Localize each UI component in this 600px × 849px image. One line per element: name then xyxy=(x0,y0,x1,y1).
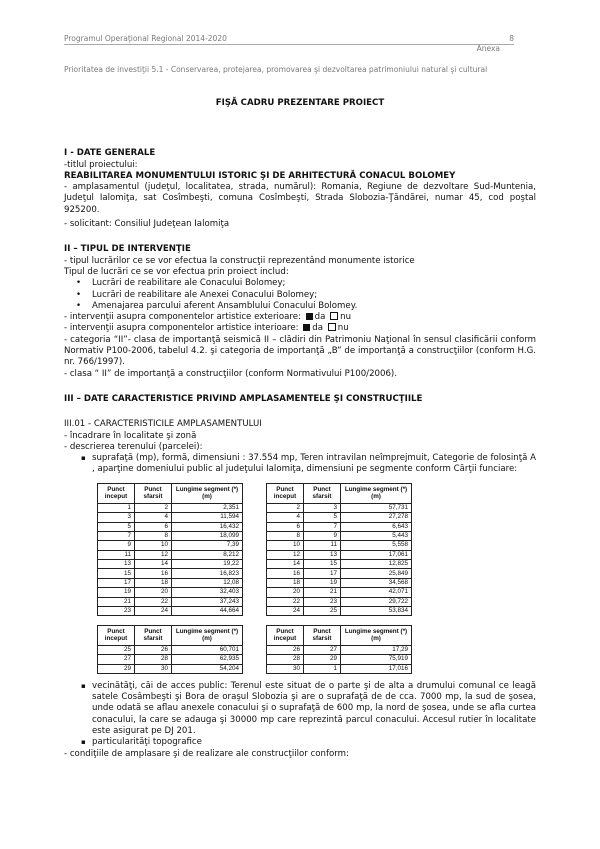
start-point-cell: 6 xyxy=(267,522,304,531)
end-point-cell: 6 xyxy=(135,522,172,531)
column-header: Lungime segment (*) (m) xyxy=(172,483,243,503)
start-point-cell: 27 xyxy=(98,655,135,664)
end-point-cell: 23 xyxy=(304,597,341,606)
table-row xyxy=(98,531,243,540)
segment-length-cell: 17,29 xyxy=(341,645,412,654)
segment-length-cell: 60,701 xyxy=(172,645,243,654)
segment-length-cell: 34,568 xyxy=(341,578,412,587)
start-point-cell: 17 xyxy=(98,578,135,587)
segment-length-cell: 7,39 xyxy=(172,541,243,550)
list-item: • Lucrări de reabilitare ale Anexei Conacului Bolomey; xyxy=(92,290,536,301)
works-type-line: - tipul lucrărilor ce se vor efectua la construcţii reprezentând monumente istorice xyxy=(64,255,415,266)
segment-length-cell: 53,834 xyxy=(341,607,412,616)
column-header: Punct sfarsit xyxy=(135,483,172,503)
table-row xyxy=(267,541,412,550)
start-point-cell: 21 xyxy=(98,597,135,606)
segment-length-cell: 54,204 xyxy=(172,664,243,673)
table-row xyxy=(267,578,412,587)
project-title: REABILITAREA MONUMENTULUI ISTORIC ŞI DE ARHITECTURĂ CONACUL BOLOMEY xyxy=(64,170,456,181)
table-row xyxy=(98,560,243,569)
segment-length-cell: 11,594 xyxy=(172,513,243,522)
segment-length-cell: 29,722 xyxy=(341,597,412,606)
end-point-cell: 12 xyxy=(135,550,172,559)
start-point-cell: 20 xyxy=(267,588,304,597)
table-row xyxy=(267,550,412,559)
start-point-cell: 4 xyxy=(267,513,304,522)
page-number: 8 xyxy=(509,34,514,43)
section-1-heading: I - DATE GENERALE xyxy=(64,148,156,159)
table-row xyxy=(98,664,243,673)
segment-length-cell: 57,731 xyxy=(341,503,412,512)
annex-label: Anexa xyxy=(476,44,500,53)
end-point-cell: 29 xyxy=(304,655,341,664)
exterior-interventions: - intervenţii asupra componentelor artistice exterioare: da nu xyxy=(64,312,352,323)
priority-line: Prioritatea de investiţii 5.1 - Conservarea, protejarea, promovarea şi dezvoltarea patrimoniului natural şi cultural xyxy=(64,65,488,74)
section-3-heading: III – DATE CARACTERISTICE PRIVIND AMPLASAMENTELE ŞI CONSTRUCŢIILE xyxy=(64,393,423,404)
table-row xyxy=(98,597,243,606)
column-header: Punct sfarsit xyxy=(135,625,172,645)
end-point-cell: 15 xyxy=(304,560,341,569)
zone-line: - încadrare în localitate şi zonă xyxy=(64,430,197,441)
segment-length-cell: 12,08 xyxy=(172,578,243,587)
end-point-cell: 8 xyxy=(135,531,172,540)
table-row xyxy=(98,513,243,522)
start-point-cell: 19 xyxy=(98,588,135,597)
end-point-cell: 20 xyxy=(135,588,172,597)
segment-length-cell: 5,558 xyxy=(341,541,412,550)
start-point-cell: 30 xyxy=(267,664,304,673)
segment-length-cell: 17,061 xyxy=(341,550,412,559)
table-row xyxy=(98,569,243,578)
start-point-cell: 22 xyxy=(267,597,304,606)
end-point-cell: 18 xyxy=(135,578,172,587)
conditions-text: - condiţiile de amplasare şi de realizare ale construcţiilor conform: xyxy=(64,748,349,759)
end-point-cell: 21 xyxy=(304,588,341,597)
table-row xyxy=(98,655,243,664)
table-row xyxy=(98,550,243,559)
end-point-cell: 19 xyxy=(304,578,341,587)
segment-length-cell: 75,919 xyxy=(341,655,412,664)
table-row xyxy=(267,560,412,569)
segments-table-bottom-right xyxy=(266,625,412,674)
start-point-cell: 12 xyxy=(267,550,304,559)
table-row xyxy=(267,645,412,654)
end-point-cell: 5 xyxy=(304,513,341,522)
start-point-cell: 18 xyxy=(267,578,304,587)
end-point-cell: 7 xyxy=(304,522,341,531)
table-row xyxy=(98,541,243,550)
list-item: • Amenajarea parcului aferent Ansamblului Conacului Bolomey. xyxy=(92,301,536,312)
end-point-cell: 4 xyxy=(135,513,172,522)
end-point-cell: 13 xyxy=(304,550,341,559)
column-header: Punct inceput xyxy=(267,625,304,645)
segment-length-cell: 42,071 xyxy=(341,588,412,597)
end-point-cell: 3 xyxy=(304,503,341,512)
start-point-cell: 15 xyxy=(98,569,135,578)
section-2-heading: II – TIPUL DE INTERVENŢIE xyxy=(64,244,191,255)
end-point-cell: 24 xyxy=(135,607,172,616)
end-point-cell: 17 xyxy=(304,569,341,578)
table-row xyxy=(267,513,412,522)
table-row xyxy=(98,522,243,531)
segments-table-top-left xyxy=(97,483,243,617)
works-include-line: Tipul de lucrări ce se vor efectua prin proiect includ: xyxy=(64,266,289,277)
start-point-cell: 13 xyxy=(98,560,135,569)
table-row xyxy=(98,607,243,616)
table-row xyxy=(267,569,412,578)
table-row xyxy=(98,578,243,587)
end-point-cell: 2 xyxy=(135,503,172,512)
column-header: Punct inceput xyxy=(98,625,135,645)
applicant-text: - solicitant: Consiliul Judeţean Ialomiţa xyxy=(64,219,230,230)
start-point-cell: 8 xyxy=(267,531,304,540)
segment-length-cell: 8,212 xyxy=(172,550,243,559)
table-row xyxy=(267,597,412,606)
location-text: - amplasamentul (judeţul, localitatea, strada, numărul): Romania, Regiune de dezvoltare Sud-Muntenia, Judeţul Ialomiţa, sat Cosîmbeşti, comuna Cosîmbeşti, Strada Slobozia-Ţăndărei, numar 45, cod poştal 925200. xyxy=(64,182,536,215)
works-list xyxy=(64,278,536,312)
checked-box-icon xyxy=(306,313,313,320)
document-body xyxy=(64,98,536,760)
start-point-cell: 23 xyxy=(98,607,135,616)
table-row xyxy=(98,588,243,597)
table-row xyxy=(98,503,243,512)
table-row xyxy=(267,664,412,673)
empty-box-icon xyxy=(330,312,338,320)
document-title: FIŞĂ CADRU PREZENTARE PROIECT xyxy=(215,98,385,108)
start-point-cell: 11 xyxy=(98,550,135,559)
end-point-cell: 10 xyxy=(135,541,172,550)
start-point-cell: 28 xyxy=(267,655,304,664)
start-point-cell: 1 xyxy=(98,503,135,512)
start-point-cell: 3 xyxy=(98,513,135,522)
start-point-cell: 2 xyxy=(267,503,304,512)
start-point-cell: 9 xyxy=(98,541,135,550)
segment-length-cell: 5,443 xyxy=(341,531,412,540)
column-header: Punct sfarsit xyxy=(304,483,341,503)
column-header: Lungime segment (*) (m) xyxy=(341,625,412,645)
segment-length-cell: 32,403 xyxy=(172,588,243,597)
end-point-cell: 9 xyxy=(304,531,341,540)
land-description-line: - descrierea terenului (parcelei): xyxy=(64,441,203,452)
segments-table-top-right xyxy=(266,483,412,617)
end-point-cell: 22 xyxy=(135,597,172,606)
list-item: • Lucrări de reabilitare ale Conacului Bolomey; xyxy=(92,278,536,289)
project-title-label: -titlul proiectului: xyxy=(64,159,138,170)
segments-tables xyxy=(64,479,536,675)
segment-length-cell: 2,351 xyxy=(172,503,243,512)
segment-length-cell: 25,849 xyxy=(341,569,412,578)
end-point-cell: 28 xyxy=(135,655,172,664)
segment-length-cell: 16,432 xyxy=(172,522,243,531)
segment-length-cell: 37,243 xyxy=(172,597,243,606)
segment-length-cell: 16,823 xyxy=(172,569,243,578)
end-point-cell: 27 xyxy=(304,645,341,654)
segment-length-cell: 6,643 xyxy=(341,522,412,531)
table-row xyxy=(267,607,412,616)
program-name: Programul Operaţional Regional 2014-2020 xyxy=(64,34,227,43)
column-header: Punct sfarsit xyxy=(304,625,341,645)
checked-box-icon xyxy=(303,324,310,331)
column-header: Punct inceput xyxy=(98,483,135,503)
start-point-cell: 24 xyxy=(267,607,304,616)
segment-length-cell: 19,22 xyxy=(172,560,243,569)
table-row xyxy=(267,655,412,664)
subsection-heading: III.01 - CARACTERISTICILE AMPLASAMENTULUI xyxy=(64,419,262,430)
start-point-cell: 14 xyxy=(267,560,304,569)
segment-length-cell: 62,935 xyxy=(172,655,243,664)
start-point-cell: 16 xyxy=(267,569,304,578)
column-header: Lungime segment (*) (m) xyxy=(172,625,243,645)
start-point-cell: 7 xyxy=(98,531,135,540)
end-point-cell: 25 xyxy=(304,607,341,616)
end-point-cell: 14 xyxy=(135,560,172,569)
start-point-cell: 25 xyxy=(98,645,135,654)
neighbours-text: ▪ vecinătăţi, căi de acces public: Terenul este situat de o parte şi de alta a drumului comunal ce leagă satele Cosâmbeşti şi Bora de oraşul Slobozia şi are o suprafaţă de de cca. 7000 mp, la sud de şosea, unde odată se aflau anexele conacului şi o suprafaţă de 600 mp, la nord de şosea, unde se afla curtea conacului, la care se adauga şi 30000 mp care reprezintă parcul conacului. Accesul rutier în localitate este asigurat pe DJ 201. xyxy=(64,681,536,737)
column-header: Punct inceput xyxy=(267,483,304,503)
start-point-cell: 5 xyxy=(98,522,135,531)
segment-length-cell: 17,016 xyxy=(341,664,412,673)
column-header: Lungime segment (*) (m) xyxy=(341,483,412,503)
end-point-cell: 26 xyxy=(135,645,172,654)
seismic-category: - categoria “II”- clasa de importanţă seismică II – clădiri din Patrimoniu Naţional în sensul clasificării conform Normativ P100-2006, tabelul 4.2. şi categoria de importanţă „B” de importanţă a construcţiilor (conform H.G. nr. 766/1997). xyxy=(64,334,536,368)
segment-length-cell: 18,099 xyxy=(172,531,243,540)
segment-length-cell: 12,825 xyxy=(341,560,412,569)
table-row xyxy=(98,645,243,654)
interior-interventions: - intervenţii asupra componentelor artistice interioare: da nu xyxy=(64,323,349,334)
header-rule xyxy=(64,44,514,45)
table-row xyxy=(267,588,412,597)
empty-box-icon xyxy=(328,323,336,331)
end-point-cell: 11 xyxy=(304,541,341,550)
table-row xyxy=(267,503,412,512)
end-point-cell: 30 xyxy=(135,664,172,673)
table-row xyxy=(267,522,412,531)
topography-text: ▪ particularităţi topografice xyxy=(64,737,536,748)
segments-table-bottom-left xyxy=(97,625,243,674)
table-row xyxy=(267,531,412,540)
start-point-cell: 10 xyxy=(267,541,304,550)
end-point-cell: 16 xyxy=(135,569,172,578)
surface-text: ▪ suprafaţă (mp), formă, dimensiuni : 37.554 mp, Teren intravilan neîmprejmuit, Categorie de folosinţă A , aparţine domeniului public al judeţului Ialomiţa, dimensiuni pe segmente conform Cărţii funciare: xyxy=(64,453,536,476)
end-point-cell: 1 xyxy=(304,664,341,673)
segment-length-cell: 27,278 xyxy=(341,513,412,522)
start-point-cell: 26 xyxy=(267,645,304,654)
importance-class: - clasa “ II” de importanţă a construcţiilor (conform Normativului P100/2006). xyxy=(64,368,398,379)
start-point-cell: 29 xyxy=(98,664,135,673)
segment-length-cell: 44,664 xyxy=(172,607,243,616)
